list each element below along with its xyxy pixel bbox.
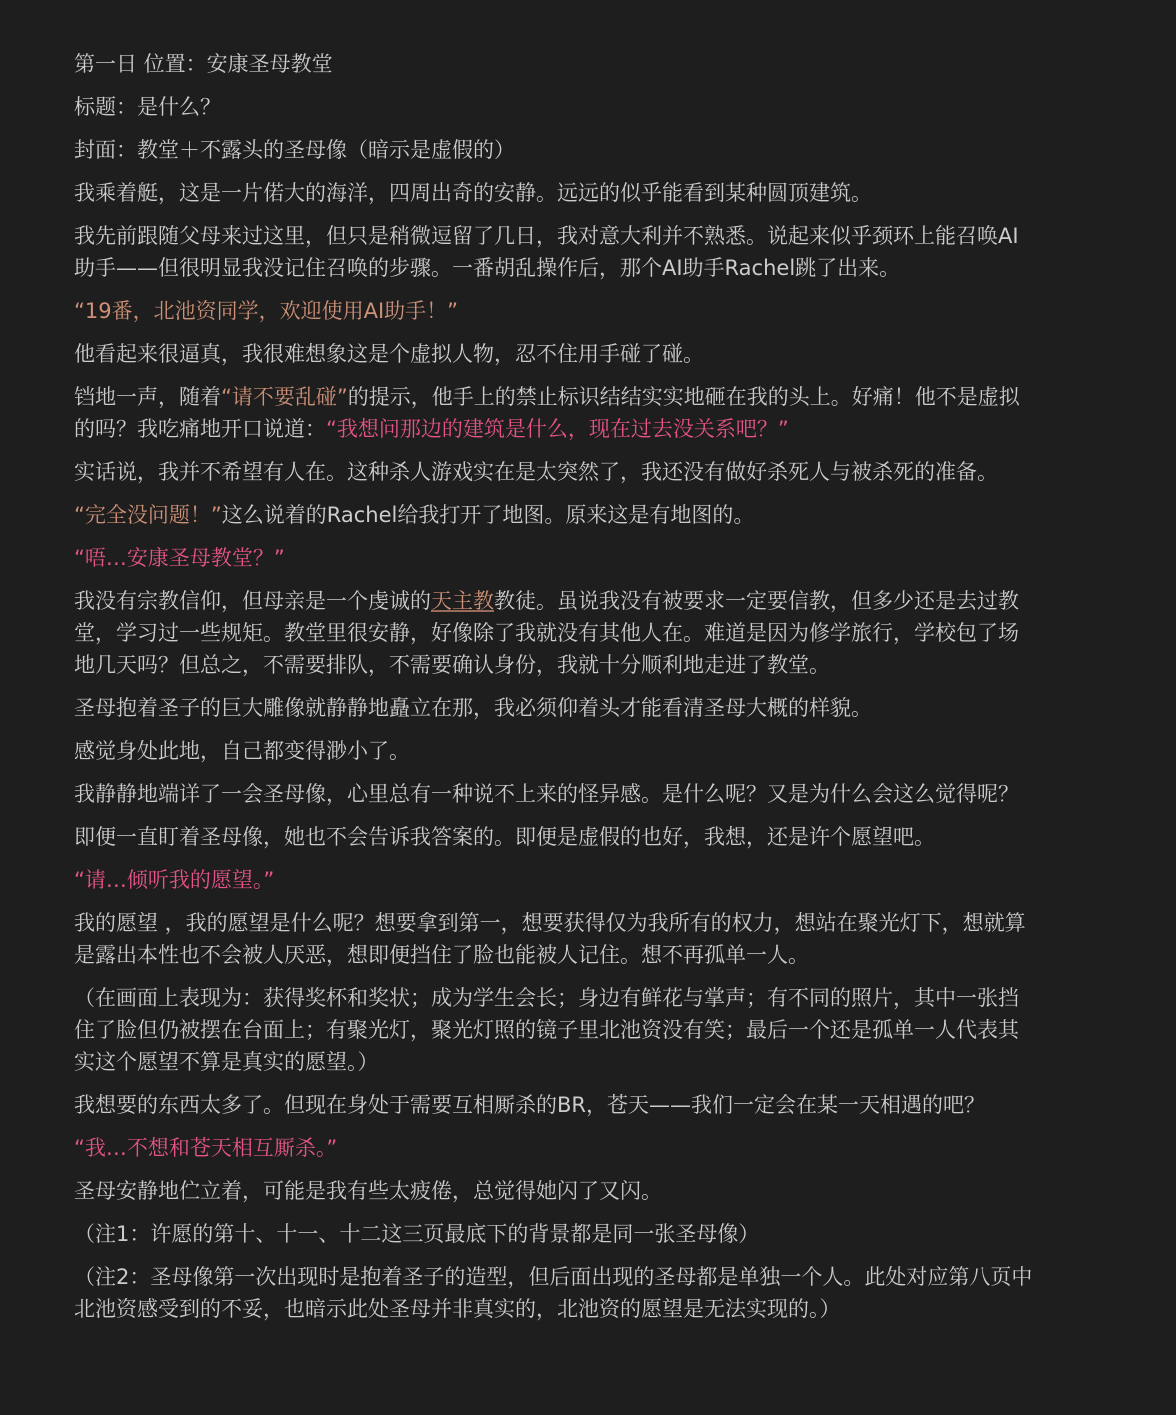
paragraph-l24: [74, 1261, 1034, 1325]
text-segment: 的提示，他手上的禁止标识结结实实地砸在我的头上。好痛！他不是虚拟的吗？我吃痛地开口说道：: [74, 385, 1020, 441]
text-segment: 这么说着的Rachel给我打开了地图。原来这是有地图的。: [221, 503, 755, 527]
text-segment: 我的愿望 ，我的愿望是什么呢？想要拿到第一，想要获得仅为我所有的权力，想站在聚光灯下，想就算是露出本性也不会被人厌恶，想即便挡住了脸也能被人记住。想不再孤单一人。: [74, 911, 1026, 967]
text-segment: “完全没问题！”: [74, 503, 222, 527]
paragraph-l11: [74, 542, 1034, 574]
text-segment: 圣母抱着圣子的巨大雕像就静静地矗立在那，我必须仰着头才能看清圣母大概的样貌。: [74, 696, 872, 720]
document-body: [74, 48, 1034, 1336]
paragraph-l7: [74, 338, 1034, 370]
paragraph-l22: [74, 1175, 1034, 1207]
paragraph-l18: [74, 907, 1034, 971]
text-segment: 标题：是什么？: [74, 95, 221, 119]
text-segment: 第一日 位置：安康圣母教堂: [74, 52, 333, 76]
text-segment: 即便一直盯着圣母像，她也不会告诉我答案的。即便是虚假的也好，我想，还是许个愿望吧。: [74, 825, 935, 849]
paragraph-l17: [74, 864, 1034, 896]
text-segment: 封面：教堂＋不露头的圣母像（暗示是虚假的）: [74, 138, 515, 162]
text-segment: 教徒。虽说我没有被要求一定要信教，但多少还是去过教堂，学习过一些规矩。教堂里很安静，好像除了我就没有其他人在。难道是因为修学旅行，学校包了场地几天吗？但总之，不需要排队，不需要确认身份，我就十分顺利地走进了教堂。: [74, 589, 1019, 677]
text-segment: “我…不想和苍天相互厮杀。”: [74, 1136, 338, 1160]
paragraph-l13: [74, 692, 1034, 724]
paragraph-l1: [74, 48, 1034, 80]
text-segment: 我没有宗教信仰，但母亲是一个虔诚的: [74, 589, 431, 613]
text-segment: （注1：许愿的第十、十一、十二这三页最底下的背景都是同一张圣母像）: [74, 1222, 760, 1246]
paragraph-l20: [74, 1089, 1034, 1121]
paragraph-l10: [74, 499, 1034, 531]
paragraph-l12: [74, 585, 1034, 681]
paragraph-l19: [74, 982, 1034, 1078]
text-segment: “请不要乱碰”: [221, 385, 348, 409]
text-segment: （在画面上表现为：获得奖杯和奖状；成为学生会长；身边有鲜花与掌声；有不同的照片，其中一张挡住了脸但仍被摆在台面上；有聚光灯，聚光灯照的镜子里北池资没有笑；最后一个还是孤单一人代表其实这个愿望不算是真实的愿望。）: [74, 986, 1019, 1074]
text-segment: 圣母安静地伫立着，可能是我有些太疲倦，总觉得她闪了又闪。: [74, 1179, 662, 1203]
paragraph-l14: [74, 735, 1034, 767]
text-segment: “我想问那边的建筑是什么，现在过去没关系吧？”: [326, 417, 789, 441]
text-segment: 我想要的东西太多了。但现在身处于需要互相厮杀的BR，苍天——我们一定会在某一天相遇的吧？: [74, 1093, 985, 1117]
text-segment: 我先前跟随父母来过这里，但只是稍微逗留了几日，我对意大利并不熟悉。说起来似乎颈环上能召唤AI助手——但很明显我没记住召唤的步骤。一番胡乱操作后，那个AI助手Rachel跳了出来。: [74, 224, 1019, 280]
paragraph-l2: [74, 91, 1034, 123]
text-segment: 实话说，我并不希望有人在。这种杀人游戏实在是太突然了，我还没有做好杀死人与被杀死的准备。: [74, 460, 998, 484]
paragraph-l4: [74, 177, 1034, 209]
text-segment: “请…倾听我的愿望。”: [74, 868, 275, 892]
paragraph-l5: [74, 220, 1034, 284]
paragraph-l3: [74, 134, 1034, 166]
text-segment: 我乘着艇，这是一片偌大的海洋，四周出奇的安静。远远的似乎能看到某种圆顶建筑。: [74, 181, 872, 205]
text-segment: （注2：圣母像第一次出现时是抱着圣子的造型，但后面出现的圣母都是单独一个人。此处对应第八页中北池资感受到的不妥，也暗示此处圣母并非真实的，北池资的愿望是无法实现的。）: [74, 1265, 1033, 1321]
text-segment: 感觉身处此地，自己都变得渺小了。: [74, 739, 410, 763]
paragraph-l21: [74, 1132, 1034, 1164]
inline-link[interactable]: 天主教: [431, 589, 494, 613]
text-segment: 铛地一声，随着: [74, 385, 221, 409]
paragraph-l6: [74, 295, 1034, 327]
text-segment: 我静静地端详了一会圣母像，心里总有一种说不上来的怪异感。是什么呢？又是为什么会这么觉得呢？: [74, 782, 1019, 806]
text-segment: “19番，北池资同学，欢迎使用AI助手！”: [74, 299, 459, 323]
paragraph-l23: [74, 1218, 1034, 1250]
text-segment: “唔…安康圣母教堂？”: [74, 546, 285, 570]
text-segment: 他看起来很逼真，我很难想象这是个虚拟人物，忍不住用手碰了碰。: [74, 342, 704, 366]
paragraph-l8: [74, 381, 1034, 445]
paragraph-l9: [74, 456, 1034, 488]
paragraph-l16: [74, 821, 1034, 853]
paragraph-l15: [74, 778, 1034, 810]
